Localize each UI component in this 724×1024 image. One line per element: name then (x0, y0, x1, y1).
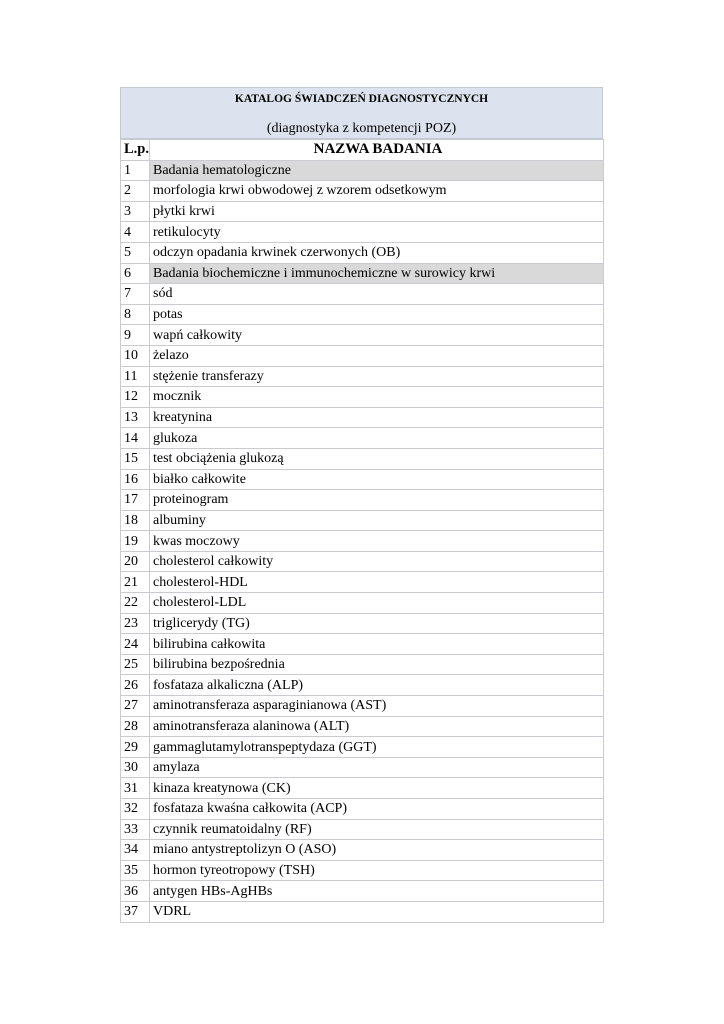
row-lp: 3 (121, 201, 150, 222)
row-lp: 19 (121, 531, 150, 552)
section-row (121, 160, 604, 181)
row-test-name: odczyn opadania krwinek czerwonych (OB) (150, 242, 604, 263)
table-row (121, 716, 604, 737)
row-test-name: kinaza kreatynowa (CK) (150, 778, 604, 799)
row-lp: 23 (121, 613, 150, 634)
row-test-name: cholesterol całkowity (150, 551, 604, 572)
catalog-subtitle: (diagnostyka z kompetencji POZ) (266, 121, 457, 136)
row-lp: 20 (121, 551, 150, 572)
row-lp: 16 (121, 469, 150, 490)
row-test-name: hormon tyreotropowy (TSH) (150, 860, 604, 881)
row-test-name: glukoza (150, 428, 604, 449)
row-test-name: potas (150, 304, 604, 325)
row-lp: 34 (121, 840, 150, 861)
table-row (121, 778, 604, 799)
row-test-name: stężenie transferazy (150, 366, 604, 387)
row-lp: 17 (121, 490, 150, 511)
table-row (121, 840, 604, 861)
table-row (121, 531, 604, 552)
tests-table (120, 139, 604, 923)
row-test-name: cholesterol-LDL (150, 593, 604, 614)
table-row (121, 881, 604, 902)
table-row (121, 345, 604, 366)
table-row (121, 510, 604, 531)
row-test-name: cholesterol-HDL (150, 572, 604, 593)
row-lp: 13 (121, 407, 150, 428)
row-test-name: wapń całkowity (150, 325, 604, 346)
row-test-name: aminotransferaza asparaginianowa (AST) (150, 696, 604, 717)
table-row (121, 469, 604, 490)
row-test-name: Badania biochemiczne i immunochemiczne w surowicy krwi (150, 263, 604, 284)
header-lp: L.p. (121, 140, 150, 161)
row-test-name: aminotransferaza alaninowa (ALT) (150, 716, 604, 737)
table-row (121, 593, 604, 614)
row-test-name: płytki krwi (150, 201, 604, 222)
row-lp: 27 (121, 696, 150, 717)
table-row (121, 551, 604, 572)
row-test-name: mocznik (150, 387, 604, 408)
table-row (121, 325, 604, 346)
row-test-name: morfologia krwi obwodowej z wzorem odsetkowym (150, 181, 604, 202)
table-row (121, 407, 604, 428)
row-test-name: VDRL (150, 901, 604, 922)
row-lp: 22 (121, 593, 150, 614)
row-test-name: kwas moczowy (150, 531, 604, 552)
row-test-name: Badania hematologiczne (150, 160, 604, 181)
table-row (121, 366, 604, 387)
row-test-name: antygen HBs-AgHBs (150, 881, 604, 902)
row-lp: 4 (121, 222, 150, 243)
table-row (121, 387, 604, 408)
row-lp: 8 (121, 304, 150, 325)
row-test-name: żelazo (150, 345, 604, 366)
row-lp: 28 (121, 716, 150, 737)
row-lp: 32 (121, 799, 150, 820)
row-lp: 21 (121, 572, 150, 593)
row-test-name: fosfataza kwaśna całkowita (ACP) (150, 799, 604, 820)
table-row (121, 634, 604, 655)
row-test-name: gammaglutamylotranspeptydaza (GGT) (150, 737, 604, 758)
section-row (121, 263, 604, 284)
table-row (121, 448, 604, 469)
row-lp: 33 (121, 819, 150, 840)
row-test-name: bilirubina bezpośrednia (150, 654, 604, 675)
row-lp: 5 (121, 242, 150, 263)
table-row (121, 222, 604, 243)
table-row (121, 757, 604, 778)
header-name: NAZWA BADANIA (150, 140, 604, 161)
table-row (121, 799, 604, 820)
catalog-sheet (120, 87, 603, 923)
row-lp: 6 (121, 263, 150, 284)
row-lp: 37 (121, 901, 150, 922)
table-row (121, 860, 604, 881)
row-test-name: proteinogram (150, 490, 604, 511)
table-row (121, 613, 604, 634)
row-test-name: miano antystreptolizyn O (ASO) (150, 840, 604, 861)
table-row (121, 901, 604, 922)
row-lp: 1 (121, 160, 150, 181)
row-test-name: bilirubina całkowita (150, 634, 604, 655)
row-lp: 7 (121, 284, 150, 305)
row-lp: 14 (121, 428, 150, 449)
row-lp: 30 (121, 757, 150, 778)
row-lp: 12 (121, 387, 150, 408)
row-lp: 15 (121, 448, 150, 469)
table-row (121, 284, 604, 305)
table-header-row (121, 140, 604, 161)
row-test-name: fosfataza alkaliczna (ALP) (150, 675, 604, 696)
row-test-name: kreatynina (150, 407, 604, 428)
row-lp: 29 (121, 737, 150, 758)
table-row (121, 675, 604, 696)
table-row (121, 572, 604, 593)
row-test-name: amylaza (150, 757, 604, 778)
row-lp: 11 (121, 366, 150, 387)
row-test-name: retikulocyty (150, 222, 604, 243)
row-lp: 9 (121, 325, 150, 346)
row-lp: 36 (121, 881, 150, 902)
title-box (120, 87, 603, 139)
table-row (121, 737, 604, 758)
row-lp: 10 (121, 345, 150, 366)
row-test-name: sód (150, 284, 604, 305)
row-lp: 26 (121, 675, 150, 696)
table-row (121, 696, 604, 717)
row-lp: 35 (121, 860, 150, 881)
row-test-name: albuminy (150, 510, 604, 531)
row-lp: 25 (121, 654, 150, 675)
table-row (121, 304, 604, 325)
row-test-name: białko całkowite (150, 469, 604, 490)
row-test-name: czynnik reumatoidalny (RF) (150, 819, 604, 840)
catalog-title: KATALOG ŚWIADCZEŃ DIAGNOSTYCZNYCH (234, 93, 489, 105)
row-lp: 24 (121, 634, 150, 655)
row-test-name: triglicerydy (TG) (150, 613, 604, 634)
row-test-name: test obciążenia glukozą (150, 448, 604, 469)
table-row (121, 181, 604, 202)
row-lp: 31 (121, 778, 150, 799)
row-lp: 2 (121, 181, 150, 202)
table-row (121, 242, 604, 263)
row-lp: 18 (121, 510, 150, 531)
table-row (121, 490, 604, 511)
table-row (121, 201, 604, 222)
table-row (121, 428, 604, 449)
table-row (121, 654, 604, 675)
table-row (121, 819, 604, 840)
